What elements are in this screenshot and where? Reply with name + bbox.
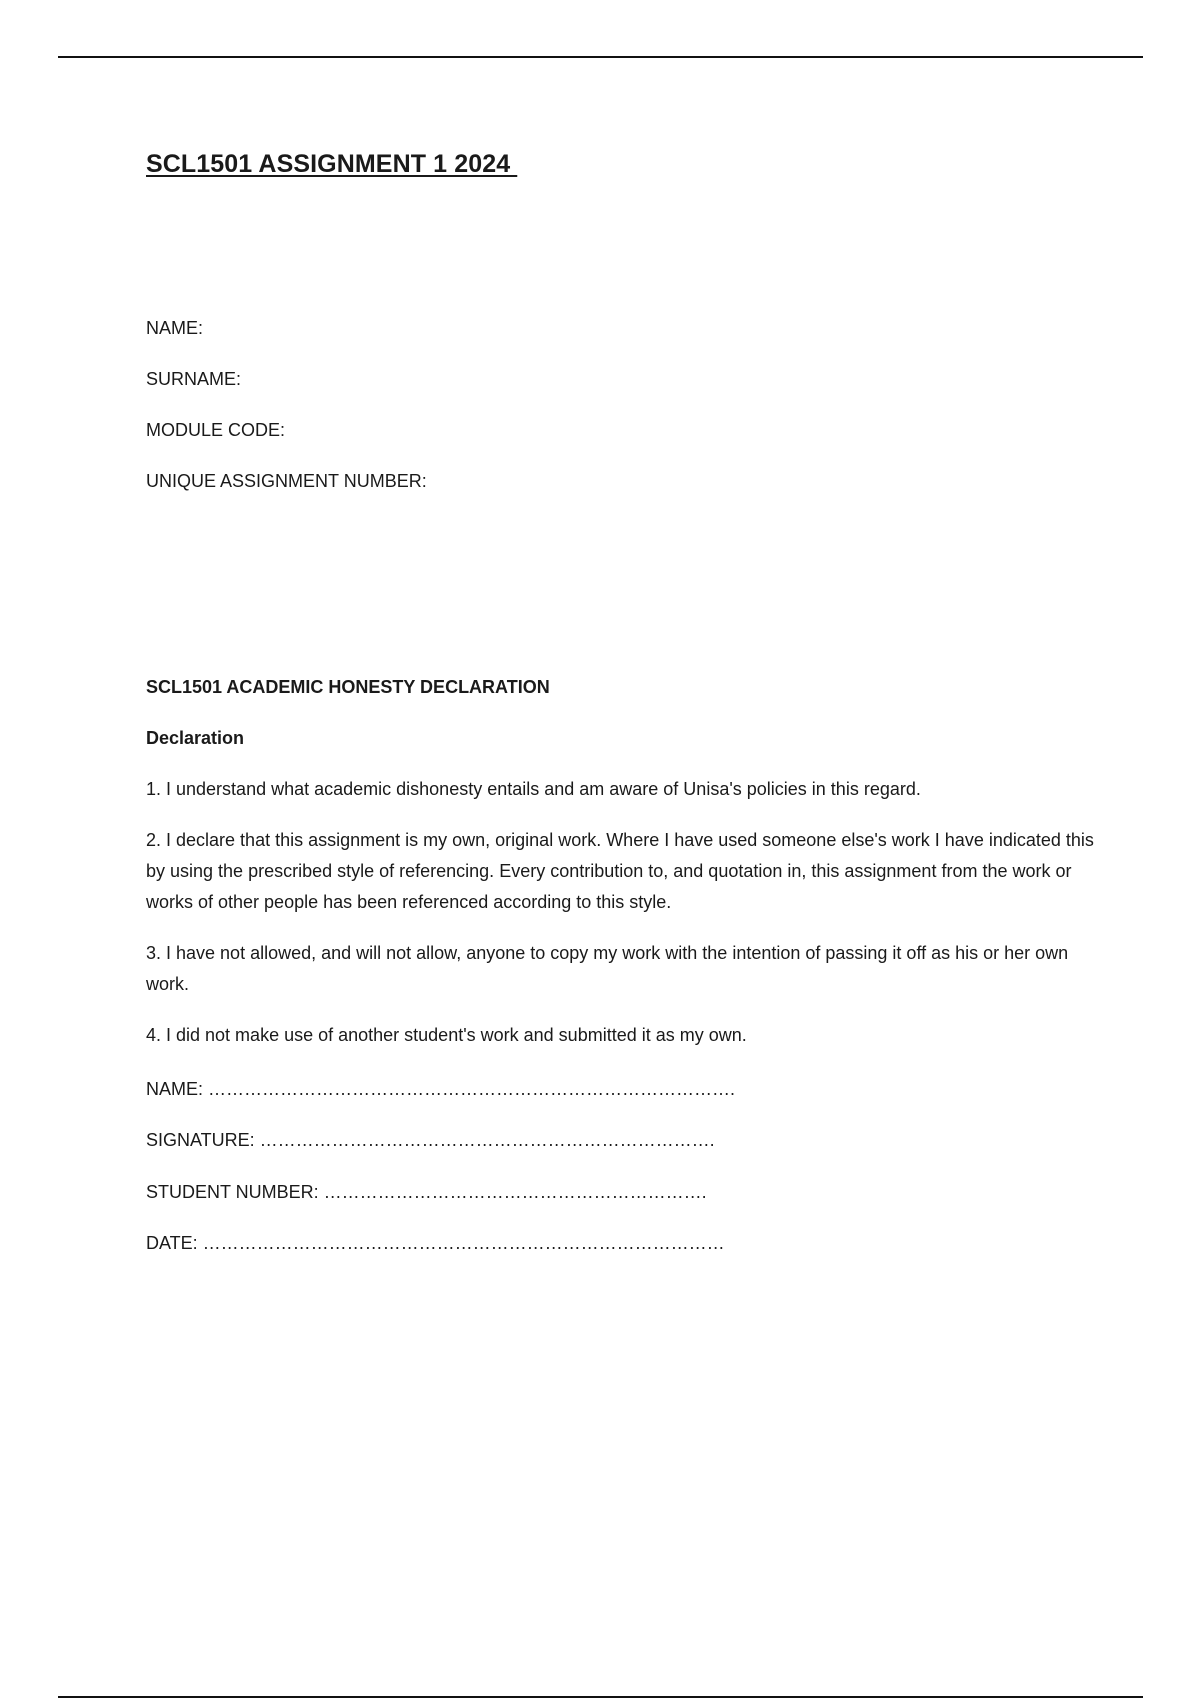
surname-field-label: SURNAME: xyxy=(146,369,242,389)
signoff-student-number-line: STUDENT NUMBER: ………………………………………………………. xyxy=(146,1182,707,1202)
declaration-item-1: 1. I understand what academic dishonesty entails and am aware of Unisa's policies in this regard. xyxy=(146,779,921,799)
signoff-signature-line: SIGNATURE: …………………………………………………………………. xyxy=(146,1130,715,1150)
signoff-date-line: DATE: …………………………………………………………………………… xyxy=(146,1233,725,1253)
name-field-label: NAME: xyxy=(146,318,204,338)
signoff-name-line: NAME: ……………………………………………………………………………. xyxy=(146,1079,736,1099)
module-code-field-label: MODULE CODE: xyxy=(146,420,286,440)
declaration-item-3: 3. I have not allowed, and will not allow, anyone to copy my work with the intention of passing it off as his or her own work. xyxy=(146,943,1069,994)
declaration-item-4: 4. I did not make use of another student's work and submitted it as my own. xyxy=(146,1025,747,1045)
assignment-title: SCL1501 ASSIGNMENT 1 2024 xyxy=(146,150,518,178)
declaration-item-2: 2. I declare that this assignment is my own, original work. Where I have used someone else's work I have indicated this by using the prescribed style of referencing. Every contribution to, and quotation in, this assignment from the work or works of other people has been referenced according to this style. xyxy=(146,830,1094,912)
top-rule xyxy=(58,56,1143,58)
declaration-heading: SCL1501 ACADEMIC HONESTY DECLARATION xyxy=(146,677,550,697)
unique-assignment-number-label: UNIQUE ASSIGNMENT NUMBER: xyxy=(146,471,427,491)
bottom-rule xyxy=(58,1696,1143,1698)
declaration-subheading: Declaration xyxy=(146,728,245,748)
